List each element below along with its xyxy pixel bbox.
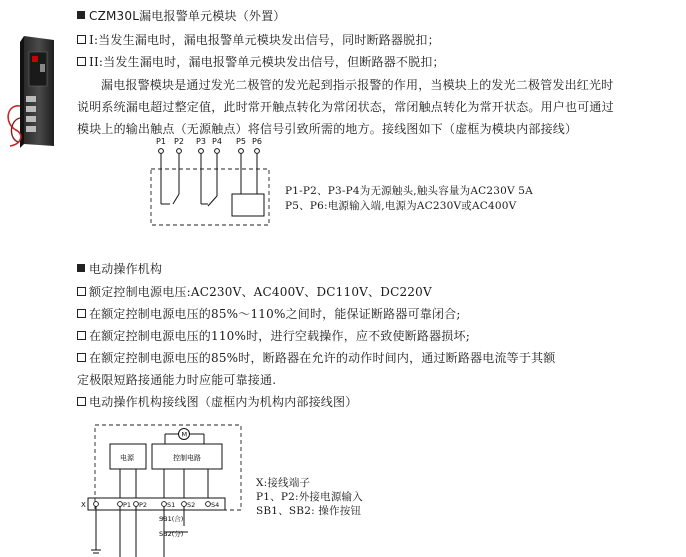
leakage-module-photo	[2, 34, 60, 154]
section1-title	[77, 9, 286, 23]
x-terminal-label: X	[81, 501, 86, 509]
section2-item5: 电动操作机构接线图（虚框内为机构内部接线图）	[77, 395, 357, 409]
control-box-label: 控制电路	[173, 454, 201, 462]
checkbox-square-icon	[77, 397, 86, 406]
diagram1-note1: P1-P2、P3-P4为无源触头,触头容量为AC230V 5A	[285, 185, 533, 197]
motor-operator-wiring-diagram	[78, 422, 258, 557]
terminal-label-p4: P4	[212, 137, 222, 146]
power-box-label: 电源	[120, 454, 134, 462]
section1-para-line2: 说明系统漏电超过整定值，此时常开触点转化为常闭状态，常闭触点转化为常开状态。用户也可通过	[77, 100, 614, 114]
section1-option2: II:当发生漏电时，漏电报警单元模块发出信号，但断路器不脱扣；	[77, 55, 445, 69]
terminal-label-p1: P1	[156, 137, 166, 146]
section2-title: 电动操作机构	[77, 262, 162, 276]
sb2-label: SB2(分)	[159, 530, 184, 538]
checkbox-square-icon	[77, 287, 86, 296]
bullet-square-icon	[77, 264, 85, 272]
section2-item3: 在额定控制电源电压的110%时，进行空载操作，应不致使断路器损坏;	[77, 329, 470, 343]
sb1-label: SB1(合)	[159, 515, 184, 523]
checkbox-square-icon	[77, 353, 86, 362]
section2-item2: 在额定控制电源电压的85%～110%之间时，能保证断路器可靠闭合;	[77, 307, 461, 321]
diagram2-legend3: SB1、SB2: 操作按钮	[256, 505, 362, 517]
terminal-label-p6: P6	[252, 137, 262, 146]
section1-para-line1: 漏电报警模块是通过发光二极管的发光起到指示报警的作用，当模块上的发光二极管发出红光时	[101, 78, 614, 92]
section2-item1: 额定控制电源电压:AC230V、AC400V、DC110V、DC220V	[77, 285, 432, 299]
section1-option1: I:当发生漏电时，漏电报警单元模块发出信号，同时断路器脱扣；	[77, 33, 440, 47]
terminal-p2: P2	[139, 501, 148, 509]
diagram2-legend2: P1、P2:外接电源输入	[256, 491, 363, 503]
checkbox-square-icon	[77, 57, 86, 66]
section2-item4: 在额定控制电源电压的85%时，断路器在允许的动作时间内，通过断路器电流等于其额	[77, 351, 555, 365]
motor-label: M	[181, 430, 188, 439]
checkbox-square-icon	[77, 309, 86, 318]
bullet-square-icon	[77, 11, 85, 19]
section1-para-line3: 模块上的输出触点（无源触点）将信号引致所需的地方。接线图如下（虚框为模块内部接线）	[77, 122, 578, 136]
diagram2-legend1: X:接线端子	[256, 477, 311, 489]
terminal-label-p3: P3	[196, 137, 206, 146]
diagram1-note2: P5、P6:电源输入端,电源为AC230V或AC400V	[285, 200, 517, 212]
terminal-s2: S2	[187, 501, 196, 509]
checkbox-square-icon	[77, 35, 86, 44]
terminal-s1: S1	[167, 501, 176, 509]
checkbox-square-icon	[77, 331, 86, 340]
terminal-p1: P1	[123, 501, 132, 509]
terminal-s4: S4	[211, 501, 220, 509]
section1-title-text: CZM30L漏电报警单元模块（外置）	[89, 9, 286, 23]
section2-item4-cont: 定极限短路接通能力时应能可靠接通.	[77, 373, 277, 387]
terminal-label-p5: P5	[236, 137, 246, 146]
alarm-module-wiring-diagram	[148, 134, 278, 230]
terminal-label-p2: P2	[174, 137, 184, 146]
